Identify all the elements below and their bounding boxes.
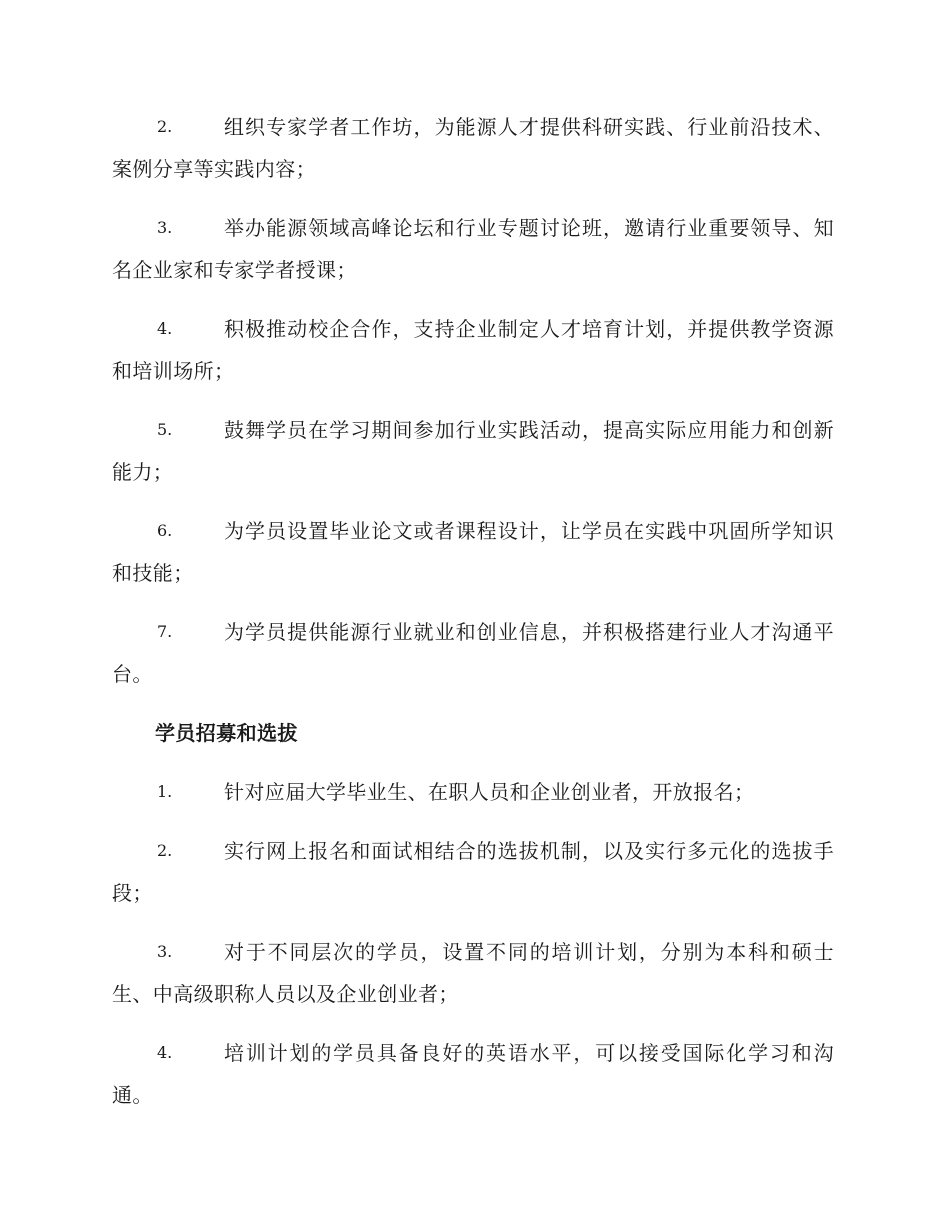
list-item [112, 771, 834, 813]
list-item-text: 实行网上报名和面试相结合的选拔机制，以及实行多元化的选拔手段； [112, 839, 834, 905]
document-body [112, 106, 834, 1133]
list-item-text: 积极推动校企合作，支持企业制定人才培育计划，并提供教学资源和培训场所； [112, 317, 834, 383]
list-item [112, 611, 834, 695]
list-item [112, 510, 834, 594]
list-item-number: 2. [157, 841, 173, 860]
list-item [112, 830, 834, 914]
list-item-number: 7. [157, 622, 173, 641]
list-item-text: 为学员提供能源行业就业和创业信息，并积极搭建行业人才沟通平台。 [112, 620, 834, 686]
list-item [112, 308, 834, 392]
list-item-text: 为学员设置毕业论文或者课程设计，让学员在实践中巩固所学知识和技能； [112, 519, 834, 585]
list-item-number: 6. [157, 521, 173, 540]
list-item [112, 207, 834, 291]
list-item-text: 对于不同层次的学员，设置不同的培训计划，分别为本科和硕士生、中高级职称人员以及企业创业者； [112, 940, 834, 1006]
list-item-number: 3. [157, 218, 173, 237]
list-item [112, 409, 834, 493]
list-item-number: 5. [157, 420, 173, 439]
list-item-text: 培训计划的学员具备良好的英语水平，可以接受国际化学习和沟通。 [112, 1041, 834, 1107]
section-heading: 学员招募和选拔 [155, 721, 298, 745]
list-item-number: 2. [157, 117, 173, 136]
list-item [112, 106, 834, 190]
list-item-number: 1. [157, 782, 173, 801]
list-item-text: 举办能源领域高峰论坛和行业专题讨论班，邀请行业重要领导、知名企业家和专家学者授课； [112, 216, 834, 282]
list-item-number: 4. [157, 1043, 173, 1062]
list-item [112, 931, 834, 1015]
list-item [112, 1032, 834, 1116]
list-item-number: 3. [157, 942, 173, 961]
list-item-text: 针对应届大学毕业生、在职人员和企业创业者，开放报名； [224, 780, 755, 804]
list-item-number: 4. [157, 319, 173, 338]
list-item-text: 组织专家学者工作坊，为能源人才提供科研实践、行业前沿技术、案例分享等实践内容； [112, 115, 834, 181]
list-item-text: 鼓舞学员在学习期间参加行业实践活动，提高实际应用能力和创新能力； [112, 418, 834, 484]
